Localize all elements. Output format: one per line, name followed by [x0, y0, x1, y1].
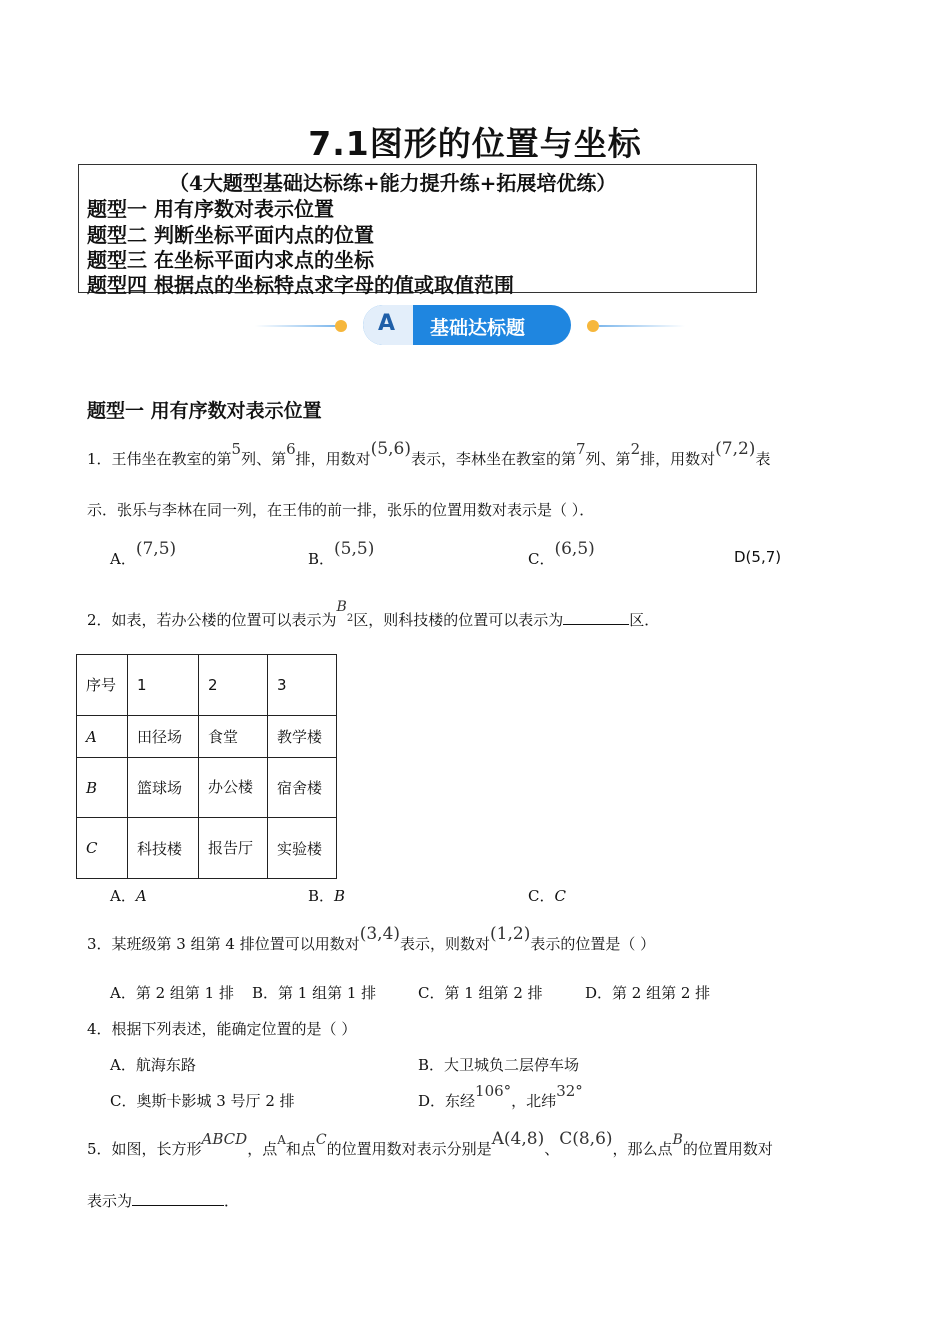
table-row — [77, 818, 337, 879]
q1-text: 列、第 — [241, 450, 287, 468]
option-label: C． — [528, 550, 555, 568]
q1-option-b[interactable] — [308, 539, 375, 569]
q3-pair: (3,4) — [359, 924, 401, 944]
q5-text: ． — [224, 1192, 240, 1210]
table-cell: 篮球场 — [128, 758, 199, 818]
option-value: (5,5) — [334, 539, 375, 559]
table-cell: 2 — [199, 655, 268, 716]
question-1-line-2: 示．张乐与李林在同一列，在王伟的前一排，张乐的位置用数对表示是（ ）． — [87, 501, 595, 519]
table-cell: 1 — [128, 655, 199, 716]
summary-type-3: 题型三 在坐标平面内求点的坐标 — [87, 248, 374, 272]
table-cell: 宿舍楼 — [268, 758, 337, 818]
q5-text: 、 — [544, 1140, 560, 1158]
option-value: B — [334, 887, 346, 905]
summary-type-1: 题型一 用有序数对表示位置 — [87, 197, 334, 221]
table-cell: A — [77, 716, 128, 758]
table-cell: 实验楼 — [268, 818, 337, 879]
question-2 — [87, 599, 660, 630]
table-cell: 3 — [268, 655, 337, 716]
building-table — [76, 654, 337, 879]
q1-option-a[interactable] — [110, 539, 177, 569]
q2-text: 区，则科技楼的位置可以表示为 — [353, 611, 564, 629]
option-label: B． — [308, 550, 335, 568]
q1-text: 表示，李林坐在教室的第 — [410, 450, 576, 468]
q3-pair: (1,2) — [490, 924, 531, 944]
option-value: (7,5) — [135, 539, 177, 559]
q1-col-number: 7 — [576, 440, 586, 458]
table-row — [77, 758, 337, 818]
summary-subtitle: （4大题型基础达标练+能力提升练+拓展培优练） — [169, 171, 617, 195]
table-cell: C — [77, 818, 128, 879]
table-cell: 序号 — [77, 655, 128, 716]
q5-coord-a: A(4,8) — [491, 1129, 545, 1149]
table-cell: 科技楼 — [128, 818, 199, 879]
table-cell: 办公楼 — [199, 758, 268, 818]
q2-subscript: 2 — [346, 613, 354, 624]
option-value: A — [135, 887, 147, 905]
q1-text: 1．王伟坐在教室的第 — [87, 450, 232, 468]
table-row — [77, 716, 337, 758]
summary-type-4: 题型四 根据点的坐标特点求字母的值或取值范围 — [87, 273, 514, 297]
table-header-row — [77, 655, 337, 716]
q2-text: 区． — [629, 611, 660, 629]
option-value: C — [554, 887, 566, 905]
option-value: (6,5) — [554, 539, 595, 559]
q5-text: 的位置用数对 — [682, 1140, 773, 1158]
option-label: B． — [308, 887, 335, 905]
question-5-line-2 — [87, 1190, 239, 1211]
option-label: A． — [110, 550, 136, 568]
q5-text: ，那么点 — [612, 1140, 673, 1158]
q1-text: 表 — [755, 450, 771, 468]
q1-col-number: 5 — [231, 440, 242, 458]
q2-text: 2．如表，若办公楼的位置可以表示为 — [87, 611, 337, 629]
q1-pair-wangwei: (5,6) — [370, 439, 411, 459]
q4-option-b[interactable]: B．大卫城负二层停车场 — [418, 1056, 580, 1074]
q5-point-c: C — [315, 1132, 327, 1148]
question-5-line-1 — [87, 1129, 773, 1159]
q2-option-b[interactable] — [308, 885, 345, 906]
q3-option-d[interactable]: D．第 2 组第 2 排 — [585, 984, 711, 1002]
answer-blank[interactable] — [132, 1191, 224, 1206]
banner-label: 基础达标题 — [430, 317, 526, 339]
question-1-line-1 — [87, 439, 771, 469]
table-cell: 报告厅 — [199, 818, 268, 879]
section-heading: 题型一 用有序数对表示位置 — [87, 400, 322, 422]
latitude-value: 32° — [556, 1082, 583, 1100]
table-cell: 食堂 — [199, 716, 268, 758]
option-label: D．东经 — [418, 1092, 476, 1110]
banner-letter: A — [378, 311, 396, 336]
q3-option-a[interactable]: A．第 2 组第 1 排 — [110, 984, 234, 1002]
summary-box — [78, 164, 757, 297]
q1-row-number: 6 — [286, 440, 296, 458]
q5-point-b: B — [672, 1132, 683, 1148]
page-title: 7.1图形的位置与坐标 — [308, 124, 642, 163]
q1-text: 排，用数对 — [295, 450, 371, 468]
table-cell: 教学楼 — [268, 716, 337, 758]
q1-row-number: 2 — [630, 440, 641, 458]
q4-option-c[interactable]: C．奥斯卡影城 3 号厅 2 排 — [110, 1092, 295, 1110]
q5-point-a: A — [277, 1133, 286, 1147]
q3-text: 表示的位置是（ ） — [530, 935, 656, 953]
option-label: ，北纬 — [511, 1092, 557, 1110]
question-4: 4．根据下列表述，能确定位置的是（ ） — [87, 1020, 357, 1038]
q3-option-c[interactable]: C．第 1 组第 2 排 — [418, 984, 543, 1002]
q1-text: 列、第 — [585, 450, 631, 468]
q1-option-c[interactable] — [528, 539, 595, 569]
q5-text: 表示为 — [87, 1192, 133, 1210]
option-label: C． — [528, 887, 555, 905]
q5-rectangle-name: ABCD — [201, 1130, 248, 1148]
q2-option-a[interactable] — [110, 885, 147, 906]
q4-option-a[interactable]: A．航海东路 — [110, 1056, 196, 1074]
q5-text: 和点 — [285, 1140, 316, 1158]
q3-text: 3．某班级第 3 组第 4 排位置可以用数对 — [87, 935, 360, 953]
q1-option-d[interactable]: D(5,7) — [734, 548, 782, 566]
q3-option-b[interactable]: B．第 1 组第 1 排 — [252, 984, 377, 1002]
section-banner — [255, 303, 685, 347]
q4-option-d[interactable] — [418, 1082, 583, 1111]
q3-text: 表示，则数对 — [400, 935, 491, 953]
q5-text: 5．如图，长方形 — [87, 1140, 202, 1158]
question-3 — [87, 924, 656, 954]
table-cell: 田径场 — [128, 716, 199, 758]
longitude-value: 106° — [475, 1082, 512, 1100]
q2-letter: B — [336, 599, 347, 615]
q5-text: ，点 — [247, 1140, 278, 1158]
answer-blank[interactable] — [563, 610, 629, 625]
option-label: A． — [110, 887, 136, 905]
q2-option-c[interactable] — [528, 885, 566, 906]
table-cell: B — [77, 758, 128, 818]
q1-text: 排，用数对 — [640, 450, 716, 468]
q5-coord-c: C(8,6) — [559, 1129, 613, 1149]
q1-pair-lilin: (7,2) — [715, 439, 756, 459]
summary-type-2: 题型二 判断坐标平面内点的位置 — [87, 223, 374, 247]
q5-text: 的位置用数对表示分别是 — [326, 1140, 492, 1158]
